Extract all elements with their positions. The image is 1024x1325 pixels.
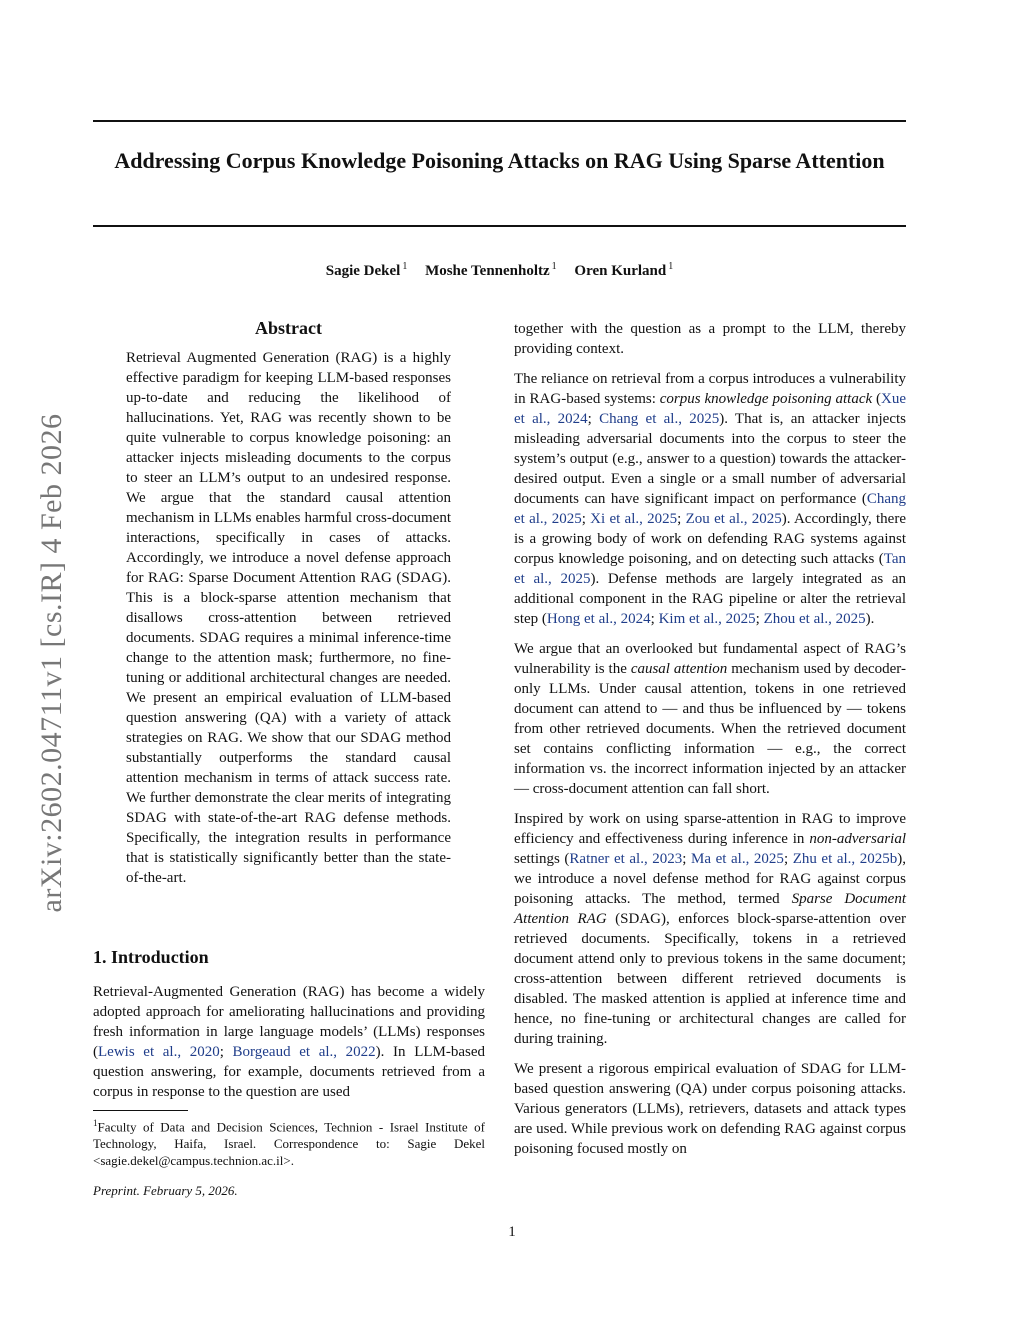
text-run: ). That is, an attacker injects misleading adversarial documents into the corpus to steer the system’s output (e.g., answer to a question) towards the attacker-desired output. Even a single or a small number of adversarial documents can have significant impact on performance ( [514,411,906,507]
citation-link[interactable]: Lewis et al., 2020 [98,1044,220,1060]
text-run: ). In LLM-based question answering, for example, documents retrieved from a corpus in response to the question are used [93,1044,486,1100]
footnote-text: Faculty of Data and Decision Sciences, Technion - Israel Institute of Technology, Haifa, Israel. Correspondence to: Sagie Dekel <sagie.dekel@campus.technion.ac.il>. [93,1119,485,1169]
right-column [514,319,906,1169]
citation-link[interactable]: Zhou et al., 2025 [763,611,866,627]
text-run: ). [865,611,875,627]
text-run: ). Accordingly, there is a growing body of work on defending RAG systems against corpus knowledge poisoning, and on detecting such attacks ( [514,511,906,567]
text-run: (SDAG), enforces block-sparse-attention over retrieved documents. Specifically, tokens in a retrieved document attend only to previous tokens in the same document; cross-attention between different retrieved documents is disabled. The masked attention is applied at inference time and hence, no fine-tuning or architectural changes are called for during training. [514,911,906,1047]
body-paragraph: We present a rigorous empirical evaluation of SDAG for LLM-based question answering (QA) under corpus poisoning attacks. Various generators (LLMs), retrievers, datasets and attack types are used. While previous work on defending RAG against corpus poisoning focused mostly on [514,1061,906,1157]
title-rule-top [93,120,906,122]
text-run: ; [581,511,591,527]
text-run: Retrieval-Augmented Generation (RAG) has become a widely adopted approach for ameliorating hallucinations and providing fresh information in large language models’ (LLMs) responses ( [93,984,485,1060]
citation-link[interactable]: Xue et al., 2024 [514,391,906,427]
citation-link[interactable]: Zhu et al., 2025b [792,851,898,867]
citation-link[interactable]: Ma et al., 2025 [691,851,784,867]
citation-link[interactable]: Borgeaud et al., 2022 [232,1044,376,1060]
citation-link[interactable]: Ratner et al., 2023 [569,851,683,867]
body-paragraph: together with the question as a prompt to the LLM, thereby providing context. [514,321,906,357]
body-paragraph [514,809,906,1049]
author-name: Sagie Dekel [325,263,401,279]
citation-link[interactable]: Xi et al., 2025 [590,511,678,527]
text-run: ). Defense methods are largely integrated as an additional component in the RAG pipeline or alter the retrieval step ( [514,571,906,627]
abstract-heading: Abstract [255,318,322,338]
abstract-text: Retrieval Augmented Generation (RAG) is a highly effective paradigm for keeping LLM-based responses up-to-date and reducing the likelihood of hallucinations. Yet, RAG was recently shown to be quite vulnerable to corpus knowledge poisoning: an attacker injects misleading documents to the corpus to steer an LLM’s output to an undesired response. We argue that the standard causal attention mechanism in LLMs enables harmful cross-document interactions, specifically in cases of attacks. Accordingly, we introduce a novel defense approach for RAG: Sparse Document Attention RAG (SDAG). This is a block-sparse attention mechanism that disallows cross-attention between retrieved documents. SDAG requires a minimal inference-time change to the attention mask; furthermore, no fine-tuning or additional architectural changes are needed. We present an empirical evaluation of LLM-based question answering (QA) with a variety of attack strategies on RAG. We show that our SDAG method substantially outperforms the standard causal attention mechanism in terms of attack success rate. We further demonstrate the clear merits of integrating SDAG with state-of-the-art RAG defense methods. Specifically, the integration results in performance that is statistically significantly better than the state-of-the-art. [126,350,451,886]
affiliation-footnote [93,1115,485,1169]
body-paragraph [514,639,906,799]
paper-title: Addressing Corpus Knowledge Poisoning Attacks on RAG Using Sparse Attention [114,148,885,173]
arxiv-stamp: arXiv:2602.04711v1 [cs.IR] 4 Feb 2026 [35,413,68,913]
text-run: ; [755,611,764,627]
page-number: 1 [508,1224,516,1240]
emphasis: non-adversarial [809,831,906,847]
section-heading-introduction: 1. Introduction [93,947,209,967]
title-rule-bottom [93,225,906,227]
footnote-rule [93,1110,188,1111]
text-run: ; [587,411,600,427]
text-run: ; [219,1044,233,1060]
author-list [93,261,906,280]
body-paragraph [514,369,906,629]
citation-link[interactable]: Hong et al., 2024 [546,611,651,627]
text-run: We argue that an overlooked but fundamental aspect of RAG’s vulnerability is the [514,641,906,677]
text-run: ), we introduce a novel defense method for RAG against corpus poisoning attacks. The method, termed [514,851,906,907]
author-name: Oren Kurland [574,263,667,279]
citation-link[interactable]: Zou et al., 2025 [685,511,782,527]
preprint-note: Preprint. February 5, 2026. [93,1183,238,1198]
author-affiliation: 1 [668,261,674,272]
citation-link[interactable]: Tan et al., 2025 [514,551,906,587]
citation-link[interactable]: Kim et al., 2025 [658,611,756,627]
text-run: Inspired by work on using sparse-attention in RAG to improve efficiency and effectiveness during inference in [514,811,906,847]
text-run: The reliance on retrieval from a corpus introduces a vulnerability in RAG-based systems: [514,371,906,407]
author [326,263,408,279]
intro-paragraph [93,982,485,1102]
author-affiliation: 1 [402,261,408,272]
citation-link[interactable]: Chang et al., 2025 [599,411,720,427]
text-run: ; [650,611,659,627]
author-affiliation: 1 [551,261,557,272]
text-run: ; [677,511,686,527]
author [425,263,557,279]
footnote-mark: 1 [93,1118,98,1128]
emphasis: Sparse Document Attention RAG [514,891,906,927]
text-run: mechanism used by decoder-only LLMs. Under causal attention, tokens in one retrieved document can attend to — and thus be influenced by — tokens from other retrieved documents. When the retrieved document set contains conflicting information — e.g., the correct information vs. the incorrect information injected by an attacker — cross-document attention can fall short. [514,661,906,797]
text-run: ; [682,851,692,867]
citation-link[interactable]: Chang et al., 2025 [514,491,906,527]
text-run: ; [783,851,793,867]
author [574,263,673,279]
author-name: Moshe Tennenholtz [425,263,550,279]
emphasis: causal attention [630,661,728,677]
emphasis: corpus knowledge poisoning attack [659,391,873,407]
text-run: ( [872,391,881,407]
text-run: settings ( [514,851,570,867]
